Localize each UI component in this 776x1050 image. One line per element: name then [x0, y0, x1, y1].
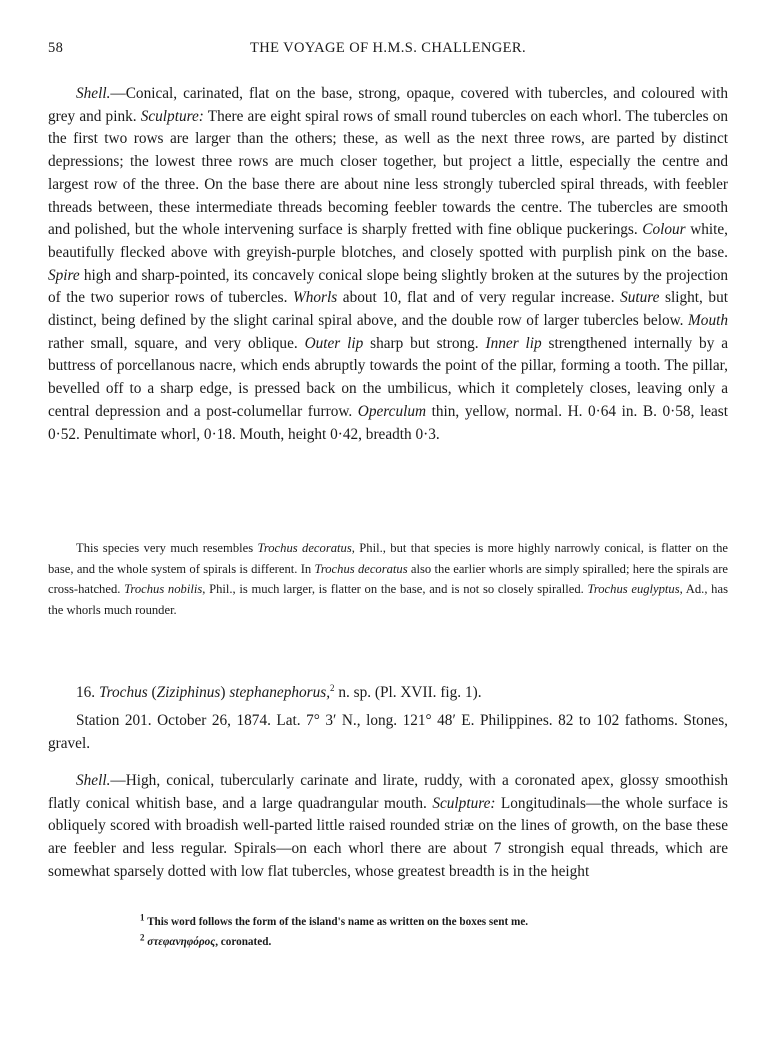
text-run: , coronated.	[215, 936, 272, 948]
italic-run: στεφανηφόρος	[147, 936, 216, 948]
station-paragraph	[48, 710, 728, 755]
italic-run: stephanephorus,	[229, 684, 331, 701]
italic-run: Colour	[642, 221, 686, 239]
text-run: There are eight spiral rows of small round tubercles on each whorl. The tubercles on the first two rows are larger than the others; these, as well as the next three rows, are parted by distinct depressions; the lowest three rows are much closer together, but project a little, especially the centre and largest row of the three. On the base there are about nine less strongly tubercled spiral threads, with feebler threads between, these intermediate threads becoming feebler towards the centre. The tubercles are smooth and polished, but the whole intervening surface is sharply fretted with fine oblique puckerings.	[48, 107, 728, 239]
footnote-marker: 2	[330, 682, 335, 693]
station-block	[48, 710, 728, 755]
species-heading	[48, 682, 728, 704]
page-header	[48, 40, 728, 64]
italic-run: Ziziphinus	[156, 684, 221, 701]
page-number: 58	[48, 40, 64, 56]
shell-paragraph	[48, 770, 728, 884]
text-run: —High, conical, tubercularly carinate and lirate, ruddy, with a coronated apex, glossy smoothish flatly conical whitish base, and a large quadrangular mouth.	[48, 772, 728, 812]
text-run: , Ad., has the whorls much rounder.	[48, 582, 728, 617]
italic-run: Sculpture:	[432, 794, 496, 812]
italic-run: Shell.	[76, 85, 111, 102]
italic-run: Inner lip	[485, 334, 542, 352]
text-run: 16.	[76, 684, 99, 701]
italic-run: Operculum	[357, 402, 427, 420]
italic-run: Whorls	[293, 289, 338, 307]
italic-run: Trochus euglyptus	[587, 582, 680, 597]
italic-run: Spire	[48, 266, 80, 284]
description-paragraph	[48, 83, 728, 446]
text-run: , Phil., but that species is more highly narrowly conical, is flatter on the base, and the whole system of spirals is different. In	[48, 541, 728, 576]
text-run: This word follows the form of the island's name as written on the boxes sent me.	[144, 916, 529, 928]
text-run: n. sp. (Pl. XVII. fig. 1).	[334, 684, 482, 701]
italic-run: Shell.	[76, 772, 111, 789]
text-run: sharp but strong.	[363, 334, 486, 352]
comparison-note	[48, 538, 728, 620]
text-run: , Phil., is much larger, is flatter on the base, and is not so closely spiralled.	[202, 582, 588, 597]
italic-run: Trochus nobilis	[124, 582, 203, 597]
shell-block	[48, 770, 728, 884]
footnote-marker: 2	[140, 932, 145, 943]
text-run: thin, yellow, normal. H. 0·64 in. B. 0·58, least 0·52. Penultimate whorl, 0·18. Mouth, height 0·42, breadth 0·3.	[48, 402, 728, 443]
comparison-note-block	[48, 538, 728, 620]
text-run: rather small, square, and very oblique.	[48, 334, 305, 352]
text-run: high and sharp-pointed, its concavely conical slope being slightly broken at the sutures by the projection of the two superior rows of tubercles.	[48, 266, 728, 307]
text-run: strengthened internally by a buttress of porcellanous nacre, which ends abruptly towards the point of the pillar, forming a tooth. The pillar, bevelled off to a sharp edge, is pressed back on the umbilicus, which it completely closes, leaving only a central depression and a post-columellar furrow.	[48, 334, 729, 420]
italic-run: Sculpture:	[140, 107, 204, 125]
text-run: This species very much resembles	[76, 541, 258, 555]
text-run: Station 201. October 26, 1874. Lat. 7° 3′ N., long. 121° 48′ E. Philippines. 82 to 102 fathoms. Stones, gravel.	[48, 712, 728, 752]
text-run: white, beautifully flecked above with greyish-purple blotches, and closely spotted with purplish pink on the base.	[48, 221, 728, 261]
text-run: about 10, flat and of very regular increase.	[337, 289, 621, 307]
text-run: )	[220, 684, 230, 701]
italic-run: Mouth	[688, 312, 728, 330]
italic-run: Trochus decoratus	[257, 541, 352, 555]
text-run: Longitudinals—the whole surface is obliquely scored with broadish well-parted little raised rounded striæ on the lines of growth, on the base these are feebler and less regular. Spirals—on each whorl there are about 7 strongish equal threads, which are somewhat sparsely dotted with low flat tubercles, whose greatest breadth is in the height	[48, 794, 728, 880]
text-run: —Conical, carinated, flat on the base, strong, opaque, covered with tubercles, and coloured with grey and pink.	[48, 85, 728, 125]
italic-run: Trochus decoratus	[314, 561, 408, 576]
text-run: slight, but distinct, being defined by the slight carinal spiral above, and the double row of larger tubercles below.	[48, 289, 728, 330]
footnote-1	[48, 912, 728, 932]
text-run: also the earlier whorls are simply spiralled; here the spirals are cross-hatched.	[48, 561, 728, 597]
running-head: THE VOYAGE OF H.M.S. CHALLENGER.	[250, 40, 526, 56]
italic-run: Suture	[620, 289, 660, 307]
italic-run: Outer lip	[304, 334, 364, 352]
species-heading-block	[48, 682, 728, 704]
italic-run: Trochus	[98, 684, 148, 701]
footnotes	[48, 912, 728, 952]
text-run: (	[147, 684, 157, 701]
footnote-marker: 1	[140, 912, 145, 923]
description-block	[48, 83, 728, 446]
footnote-2	[48, 932, 728, 952]
